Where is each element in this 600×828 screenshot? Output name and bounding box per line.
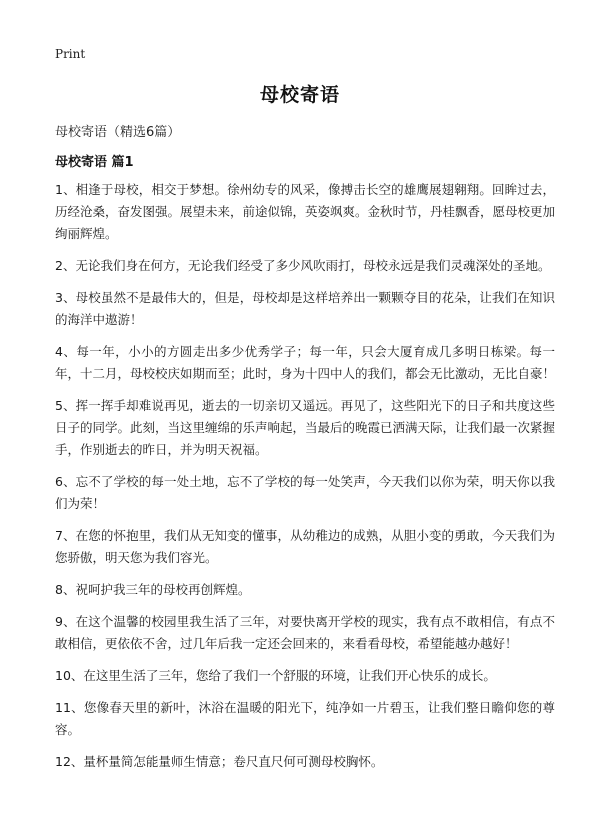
document-subtitle: 母校寄语（精选6篇） (55, 125, 181, 140)
paragraph-10: 10、在这里生活了三年，您给了我们一个舒服的环境，让我们开心快乐的成长。 (55, 668, 496, 683)
paragraph-list (55, 179, 555, 773)
paragraph-11: 11、您像春天里的新叶，沐浴在温暖的阳光下，纯净如一片碧玉，让我们整日瞻仰您的尊容。 (55, 700, 555, 737)
paragraph-8: 8、祝呵护我三年的母校再创辉煌。 (55, 582, 251, 597)
paragraph-4: 4、每一年，小小的方圆走出多少优秀学子；每一年，只会大厦育成几多明日栋梁。每一年，十二月，母校校庆如期而至；此时，身为十四中人的我们，都会无比激动，无比自豪！ (55, 344, 556, 381)
paragraph-7: 7、在您的怀抱里，我们从无知变的懂事，从幼稚边的成熟，从胆小变的勇敢，今天我们为您骄傲，明天您为我们容光。 (55, 528, 555, 565)
paragraph-9: 9、在这个温馨的校园里我生活了三年，对要快离开学校的现实，我有点不敢相信，有点不敢相信，更依依不舍，过几年后我一定还会回来的，来看看母校，希望能越办越好！ (55, 614, 555, 651)
paragraph-12: 12、量杯量简怎能量师生情意；卷尺直尺何可测母校胸怀。 (55, 754, 384, 769)
page-title: 母校寄语 (259, 84, 340, 106)
paragraph-1: 1、相逢于母校，相交于梦想。徐州幼专的风采，像搏击长空的雄鹰展翅翱翔。回眸过去，历经沧桑，奋发图强。展望未来，前途似锦，英姿飒爽。金秋时节，丹桂飘香，愿母校更加绚丽辉煌。 (55, 182, 556, 241)
section-heading: 母校寄语 篇1 (55, 155, 134, 170)
paragraph-3: 3、母校虽然不是最伟大的，但是，母校却是这样培养出一颗颗夺目的花朵，让我们在知识的海洋中遨游！ (55, 290, 555, 327)
paragraph-6: 6、忘不了学校的每一处土地，忘不了学校的每一处笑声，今天我们以你为荣，明天你以我们为荣！ (55, 474, 555, 511)
paragraph-2: 2、无论我们身在何方，无论我们经受了多少风吹雨打，母校永远是我们灵魂深处的圣地。 (55, 258, 551, 273)
print-link[interactable]: Print (55, 47, 86, 61)
paragraph-5: 5、挥一挥手却难说再见，逝去的一切亲切又遥远。再见了，这些阳光下的日子和共度这些日子的同学。此刻，当这里缠绵的乐声响起，当最后的晚霞已洒满天际，让我们最一次紧握手，作别逝去的昨日，并为明天祝福。 (55, 398, 556, 457)
